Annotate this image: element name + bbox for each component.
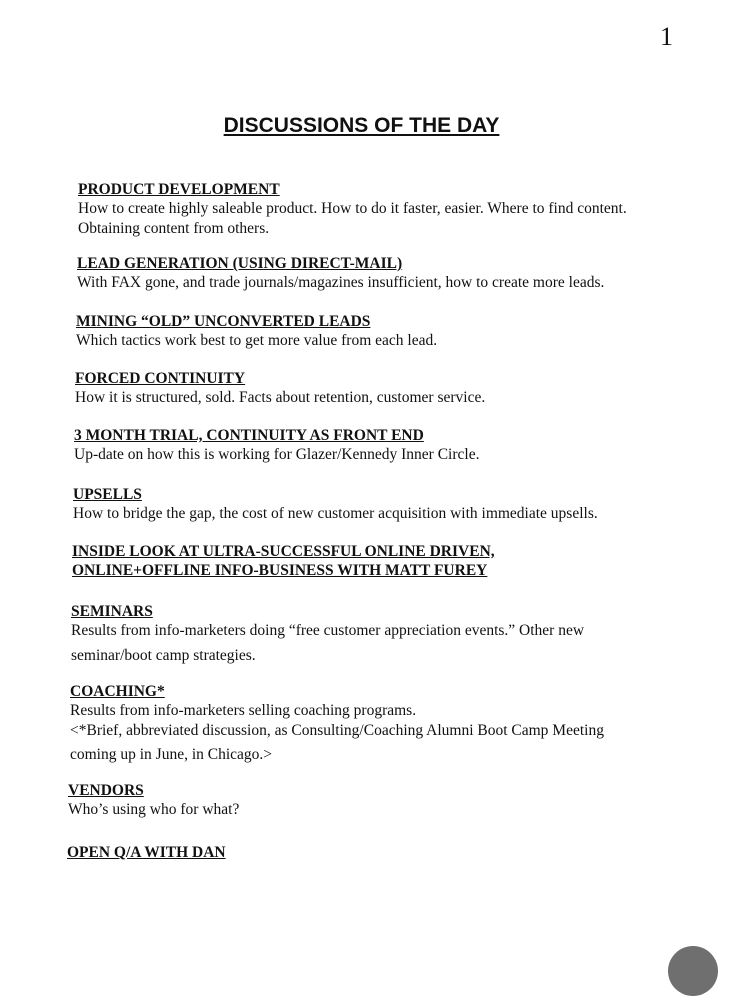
section-text: How to bridge the gap, the cost of new customer acquisition with immediate upsells. [73, 505, 598, 522]
section-text: Which tactics work best to get more value from each lead. [76, 332, 438, 349]
section-coaching [70, 682, 604, 765]
section-text: Results from info-marketers doing “free customer appreciation events.” Other new [71, 622, 585, 639]
section-text: Obtaining content from others. [78, 220, 270, 237]
section-text: How to create highly saleable product. How to do it faster, easier. Where to find content. [78, 200, 627, 217]
section-text: coming up in June, in Chicago.> [70, 746, 273, 763]
section-heading: UPSELLS [73, 486, 142, 503]
section-inside-look [72, 542, 495, 580]
floating-action-button[interactable] [668, 946, 718, 996]
section-mining-leads [76, 312, 437, 351]
section-heading: MINING “OLD” UNCONVERTED LEADS [76, 313, 371, 330]
section-heading: VENDORS [68, 782, 144, 799]
section-open-qa [67, 843, 226, 862]
section-heading: FORCED CONTINUITY [75, 370, 246, 387]
section-vendors [68, 781, 239, 820]
section-text: How it is structured, sold. Facts about retention, customer service. [75, 389, 486, 406]
section-text: Results from info-marketers selling coaching programs. [70, 702, 417, 719]
section-3-month-trial [74, 426, 479, 465]
section-heading: INSIDE LOOK AT ULTRA-SUCCESSFUL ONLINE DRIVEN, [72, 543, 495, 560]
section-lead-generation [77, 254, 604, 293]
section-text: seminar/boot camp strategies. [71, 647, 256, 664]
section-upsells [73, 485, 598, 524]
section-text: Up-date on how this is working for Glazer/Kennedy Inner Circle. [74, 446, 480, 463]
section-heading: ONLINE+OFFLINE INFO-BUSINESS WITH MATT FUREY [72, 562, 488, 579]
section-heading: PRODUCT DEVELOPMENT [78, 181, 280, 198]
section-heading: LEAD GENERATION (USING DIRECT-MAIL) [77, 255, 403, 272]
section-product-development [78, 180, 627, 239]
section-heading: OPEN Q/A WITH DAN [67, 844, 226, 861]
section-heading: SEMINARS [71, 603, 153, 620]
section-forced-continuity [75, 369, 485, 408]
section-heading: COACHING* [70, 683, 165, 700]
section-heading: 3 MONTH TRIAL, CONTINUITY AS FRONT END [74, 427, 424, 444]
page-title: DISCUSSIONS OF THE DAY [223, 114, 500, 137]
section-text: With FAX gone, and trade journals/magazines insufficient, how to create more leads. [77, 274, 605, 291]
page-number: 1 [660, 22, 673, 51]
section-seminars [71, 602, 584, 666]
section-text: Who’s using who for what? [68, 801, 240, 818]
section-text: <*Brief, abbreviated discussion, as Consulting/Coaching Alumni Boot Camp Meeting [70, 722, 604, 739]
